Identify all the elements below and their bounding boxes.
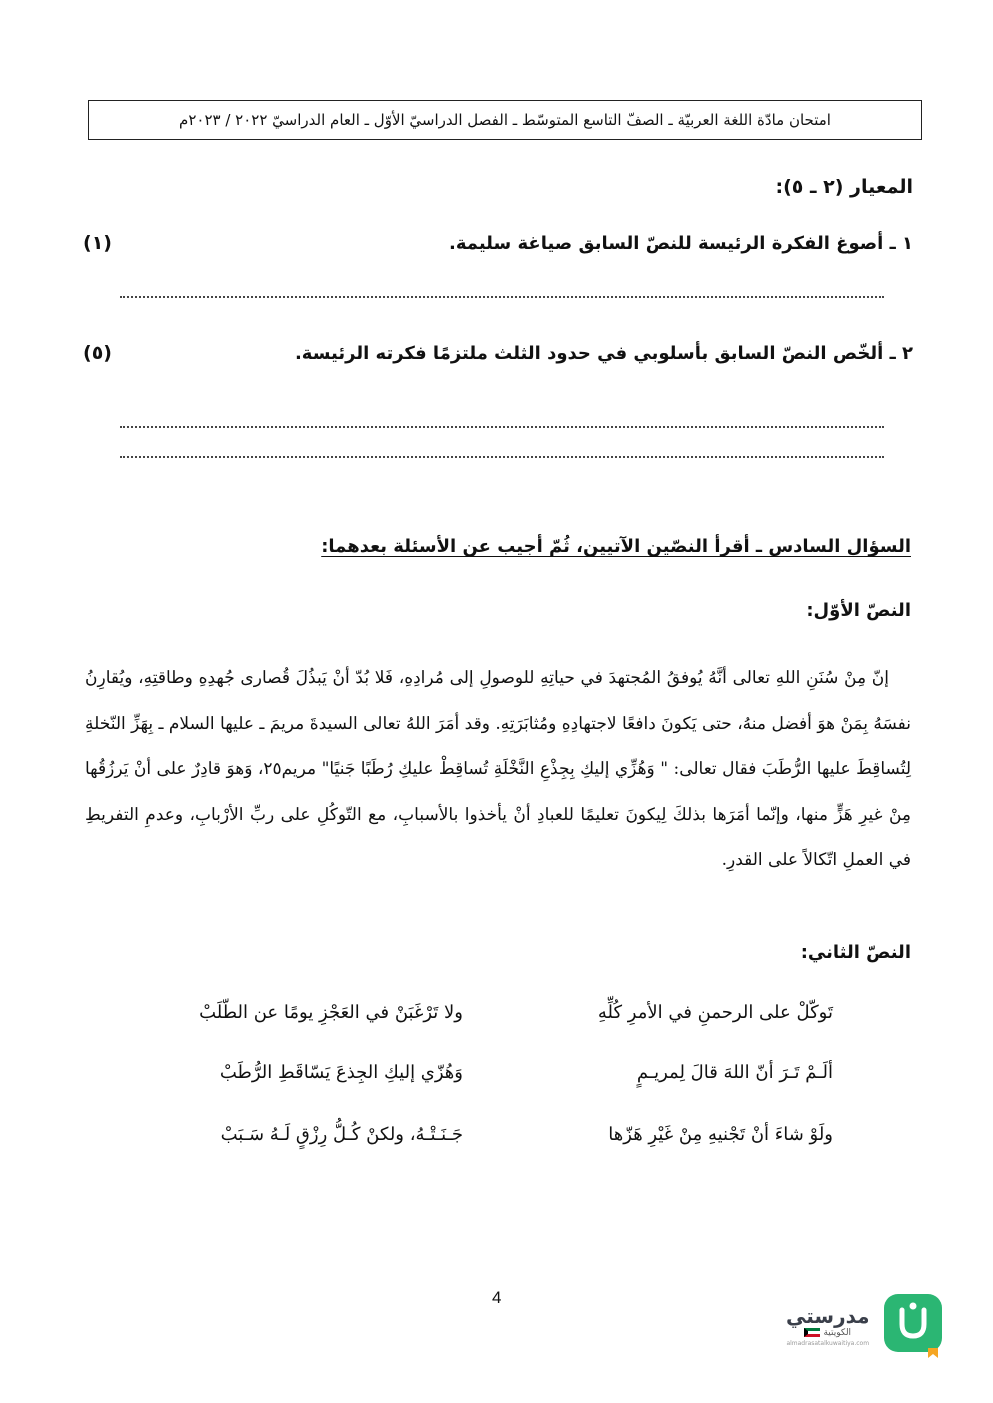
verse-1-first-hemistich: تَوكّلْ على الرحمنِ في الأمرِ كُلِّهِ [597, 1002, 833, 1023]
question-6-title: السؤال السادس ـ أقرأ النصّين الآتيين، ثُمّ أجيب عن الأسئلة بعدهما: [321, 536, 911, 557]
verse-2-first-hemistich: ألَـمْ تَـرَ أنّ اللهَ قالَ لِمريـمٍ [636, 1062, 833, 1083]
question-1 [83, 232, 913, 254]
verse-3-first-hemistich: ولَوْ شاءَ أنْ تَجْنيهِ مِنْ غَيْرِ هَزّها [608, 1124, 833, 1145]
poem-verse-3 [163, 1124, 833, 1145]
question-1-marks: (١) [83, 232, 112, 254]
text-2-label: النصّ الثاني: [800, 942, 911, 963]
kuwait-flag-icon [804, 1328, 820, 1337]
verse-1-second-hemistich: ولا تَرْغَبَنْ في العَجْزِ يومًا عن الطّلَبْ [199, 1002, 463, 1023]
site-logo[interactable] [786, 1286, 952, 1364]
page-number: 4 [492, 1288, 502, 1307]
question-2-text: ٢ ـ ألخّص النصّ السابق بأسلوبي في حدود الثلث ملتزمًا فكرته الرئيسة. [294, 342, 913, 364]
question-2-marks: (٥) [83, 342, 112, 364]
verse-3-second-hemistich: جَـنَـتْـهُ، ولكنْ كُـلُّ رِزْقٍ لَـهُ سَـبَبْ [220, 1124, 463, 1145]
logo-name: مدرستي [786, 1303, 870, 1328]
answer-line-3[interactable] [120, 456, 884, 458]
verse-2-second-hemistich: وَهُزّي إليكِ الجِذعَ يَسّاقَطِ الرُّطَبْ [219, 1062, 463, 1083]
poem-verse-1 [163, 1002, 833, 1023]
logo-subtitle: الكويتية [804, 1328, 851, 1338]
criterion-label: المعيار (٢ ـ ٥): [775, 176, 913, 198]
answer-line-2[interactable] [120, 426, 884, 428]
answer-line-1[interactable] [120, 296, 884, 298]
exam-header [88, 100, 922, 140]
question-1-text: ١ ـ أصوغ الفكرة الرئيسة للنصّ السابق صياغة سليمة. [449, 232, 913, 254]
poem-verse-2 [163, 1062, 833, 1083]
exam-header-title: امتحان مادّة اللغة العربيّة ـ الصفّ التاسع المتوسّط ـ الفصل الدراسيّ الأوّل ـ العام الدراسيّ ٢٠٢٢ / ٢٠٢٣م [179, 111, 831, 129]
logo-url: almadrasatalkuwaitiya.com [786, 1339, 870, 1347]
madrasati-logo-icon [878, 1290, 948, 1360]
text-1-label: النصّ الأوّل: [806, 600, 911, 621]
logo-text [786, 1304, 870, 1347]
question-2 [83, 342, 913, 364]
text-1-passage: إنّ مِنْ سُنَنِ اللهِ تعالى أنَّهُ يُوفقُ المُجتهدَ في حياتِهِ للوصولِ إلى مُرادِهِ، فَلا بُدّ أنْ يَبذُلَ قُصارى جُهدِهِ وطاقتِهِ، ويُقارِنُ نفسَهُ بِمَنْ هوَ أفضل منهُ، حتى يَكونَ دافعًا لاجتهادِهِ ومُثابَرَتِهِ. وقد أمَرَ اللهُ تعالى السيدةَ مريمَ ـ عليها السلام ـ بِهَزِّ النّخلةِ لِتُساقِطَ عليها الرُّطَبَ فقال تعالى: " وَهُزِّي إليكِ بِجِذْعِ النَّخْلَةِ تُساقِطْ عليكِ رُطَبًا جَنيًا" مريم٢٥، وَهوَ قادِرٌ على أنْ يَرزُقُها مِنْ غيرِ هَزٍّ منها، وإنّما أمَرَها بذلكَ لِيكونَ تعليمًا للعبادِ أنْ يأخذوا بالأسبابِ، مع التّوكُلِ على ربِّ الأرْبابِ، وعدمِ التفريطِ في العملِ اتّكالاً على القدرِ. [85, 668, 911, 870]
